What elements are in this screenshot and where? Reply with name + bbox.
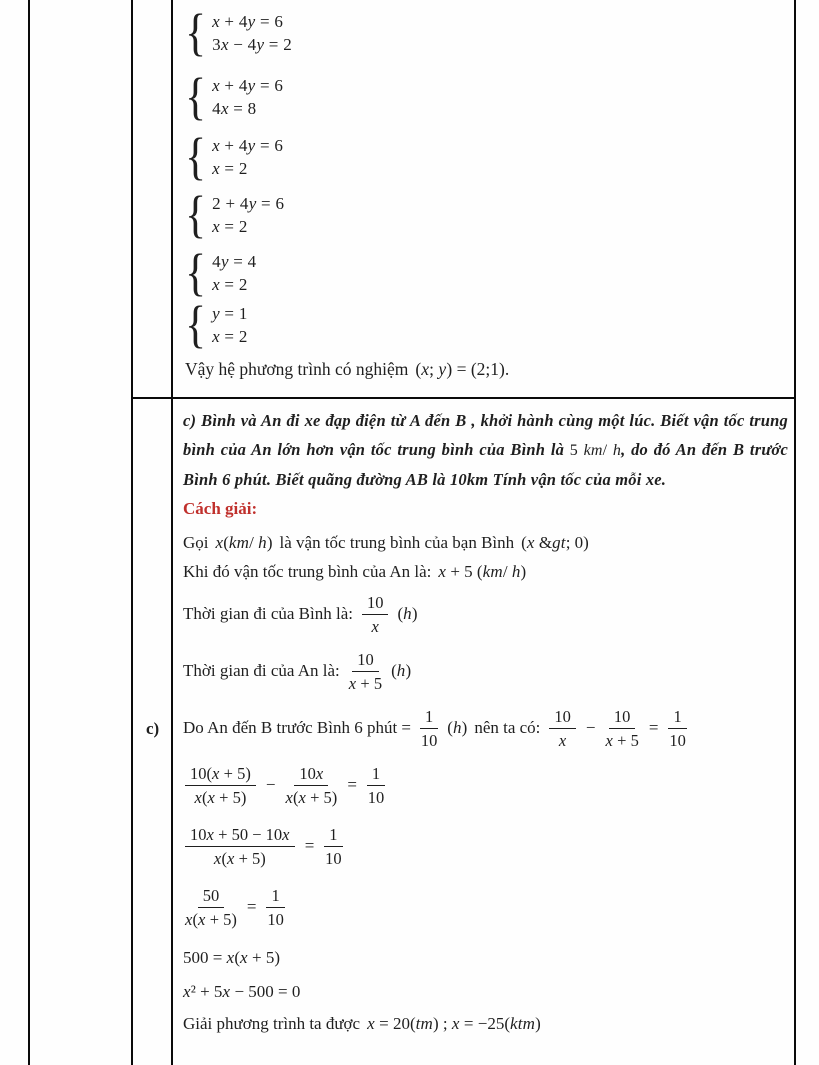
- equation-system-4: [185, 185, 780, 244]
- fraction: $\frac{1}{10}$: [267, 885, 284, 929]
- khido-line: [183, 562, 788, 582]
- fraction: $\frac{10x}{x(x + 5)}$: [285, 763, 338, 807]
- brace-symbol: {: [185, 67, 207, 126]
- time-binh-line: [183, 588, 788, 640]
- row-label-c: c): [146, 719, 160, 738]
- equation-system-5: [185, 243, 780, 302]
- equation-step-3: [183, 881, 788, 933]
- fraction: $\frac{1}{10}$: [669, 706, 686, 750]
- system-equation: x = 2: [212, 159, 248, 178]
- khido-math: x + 5 (km/ h): [438, 562, 527, 581]
- relation-line: [183, 702, 788, 754]
- fraction: $\frac{10}{x}$: [549, 706, 576, 751]
- fraction: $\frac{10x + 50 - 10x}{x(x + 5)}$: [185, 824, 295, 869]
- equation-system-3: [185, 127, 780, 186]
- goi-math-1: x(km/ h): [215, 533, 273, 552]
- brace-symbol: {: [185, 243, 207, 302]
- goi-mid: là vận tốc trung bình của bạn Bình: [279, 533, 515, 552]
- equation-step-1: [183, 759, 788, 811]
- fraction: $\frac{1}{10}$: [325, 824, 342, 868]
- equation-system-1: [185, 3, 780, 62]
- brace-symbol: {: [185, 295, 207, 354]
- conclusion-math: (x; y) = (2;1).: [415, 359, 510, 379]
- goi-math-2: (x &gt; 0): [521, 533, 589, 552]
- minus-operator: −: [265, 775, 276, 794]
- equation-system-6: [185, 295, 780, 354]
- table-border-right: [794, 0, 796, 1065]
- time-an-unit: (h): [391, 661, 412, 680]
- equals-operator: =: [347, 775, 357, 794]
- time-binh-text: Thời gian đi của Bình là:: [183, 604, 353, 623]
- equation-step-5: [183, 982, 788, 1002]
- system-equation: x + 4y = 6: [212, 136, 284, 155]
- column-divider-1: [131, 0, 133, 1065]
- relation-mid: nên ta có:: [474, 718, 541, 737]
- column-divider-2: [171, 0, 173, 1065]
- relation-unit: (h): [447, 718, 468, 737]
- method-label: Cách giải:: [183, 499, 258, 518]
- fraction: $\frac{1}{10}$: [420, 706, 438, 750]
- system-equation: x = 2: [212, 327, 248, 346]
- fraction: $\frac{10}{x}$: [362, 592, 389, 637]
- khido-text: Khi đó vận tốc trung bình của An là:: [183, 562, 432, 581]
- part-c-section: [183, 400, 788, 1034]
- fraction: $\frac{10(x + 5)}{x(x + 5)}$: [185, 763, 256, 808]
- row-divider: [131, 397, 796, 399]
- brace-symbol: {: [185, 127, 207, 186]
- equals-operator: =: [246, 897, 257, 916]
- final-math: x = 20(tm) ; x = −25(ktm): [367, 1014, 541, 1033]
- system-solution-section: [185, 0, 780, 380]
- equals-operator: =: [304, 836, 315, 855]
- problem-text-2: , do đó An đến B trước Bình 6 phút. Biết quãng đường AB là 10km Tính vận tốc của mỗi xe.: [183, 440, 788, 489]
- system-equation: x = 2: [212, 217, 248, 236]
- equation-step-2: [183, 820, 788, 872]
- equals-operator: =: [648, 718, 659, 737]
- problem-statement: [183, 406, 788, 494]
- fraction: $\frac{10}{x + 5}$: [605, 706, 639, 750]
- fraction: $\frac{1}{10}$: [367, 763, 385, 807]
- time-binh-unit: (h): [397, 604, 418, 623]
- minus-operator: −: [585, 718, 596, 737]
- brace-symbol: {: [185, 185, 207, 244]
- goi-line: [183, 533, 788, 553]
- problem-speed-value: 5 km/ h: [569, 442, 622, 459]
- time-an-text: Thời gian đi của An là:: [183, 661, 340, 680]
- conclusion-line: [185, 359, 780, 380]
- table-border-left: [28, 0, 30, 1065]
- system-equation: 4x = 8: [212, 99, 257, 118]
- equation-text: 500 = x(x + 5): [183, 948, 281, 967]
- equation-step-4: [183, 948, 788, 968]
- problem-text-1: c) Bình và An đi xe đạp điện từ A đến B , khởi hành cùng một lúc. Biết vận tốc trung bình của An lớn hơn vận tốc trung bình của Bình là: [183, 411, 788, 459]
- relation-pre: Do An đến B trước Bình 6 phút =: [183, 718, 412, 737]
- goi-pre: Gọi: [183, 533, 209, 552]
- time-an-line: [183, 645, 788, 697]
- conclusion-text: Vậy hệ phương trình có nghiệm: [185, 359, 409, 379]
- fraction: $\frac{50}{x(x + 5)}$: [185, 885, 237, 929]
- brace-symbol: {: [185, 3, 207, 62]
- equation-system-2: [185, 67, 780, 126]
- system-equation: 3x − 4y = 2: [212, 35, 293, 54]
- fraction: $\frac{10}{x + 5}$: [348, 649, 383, 693]
- system-equation: 4y = 4: [212, 252, 257, 271]
- system-equation: x + 4y = 6: [212, 76, 284, 95]
- final-answer-line: [183, 1014, 788, 1034]
- system-equation: x + 4y = 6: [212, 12, 284, 31]
- system-equation: 2 + 4y = 6: [212, 194, 285, 213]
- system-equation: y = 1: [212, 304, 248, 323]
- system-equation: x = 2: [212, 275, 248, 294]
- equation-text: x² + 5x − 500 = 0: [183, 982, 301, 1001]
- final-text: Giải phương trình ta được: [183, 1014, 361, 1033]
